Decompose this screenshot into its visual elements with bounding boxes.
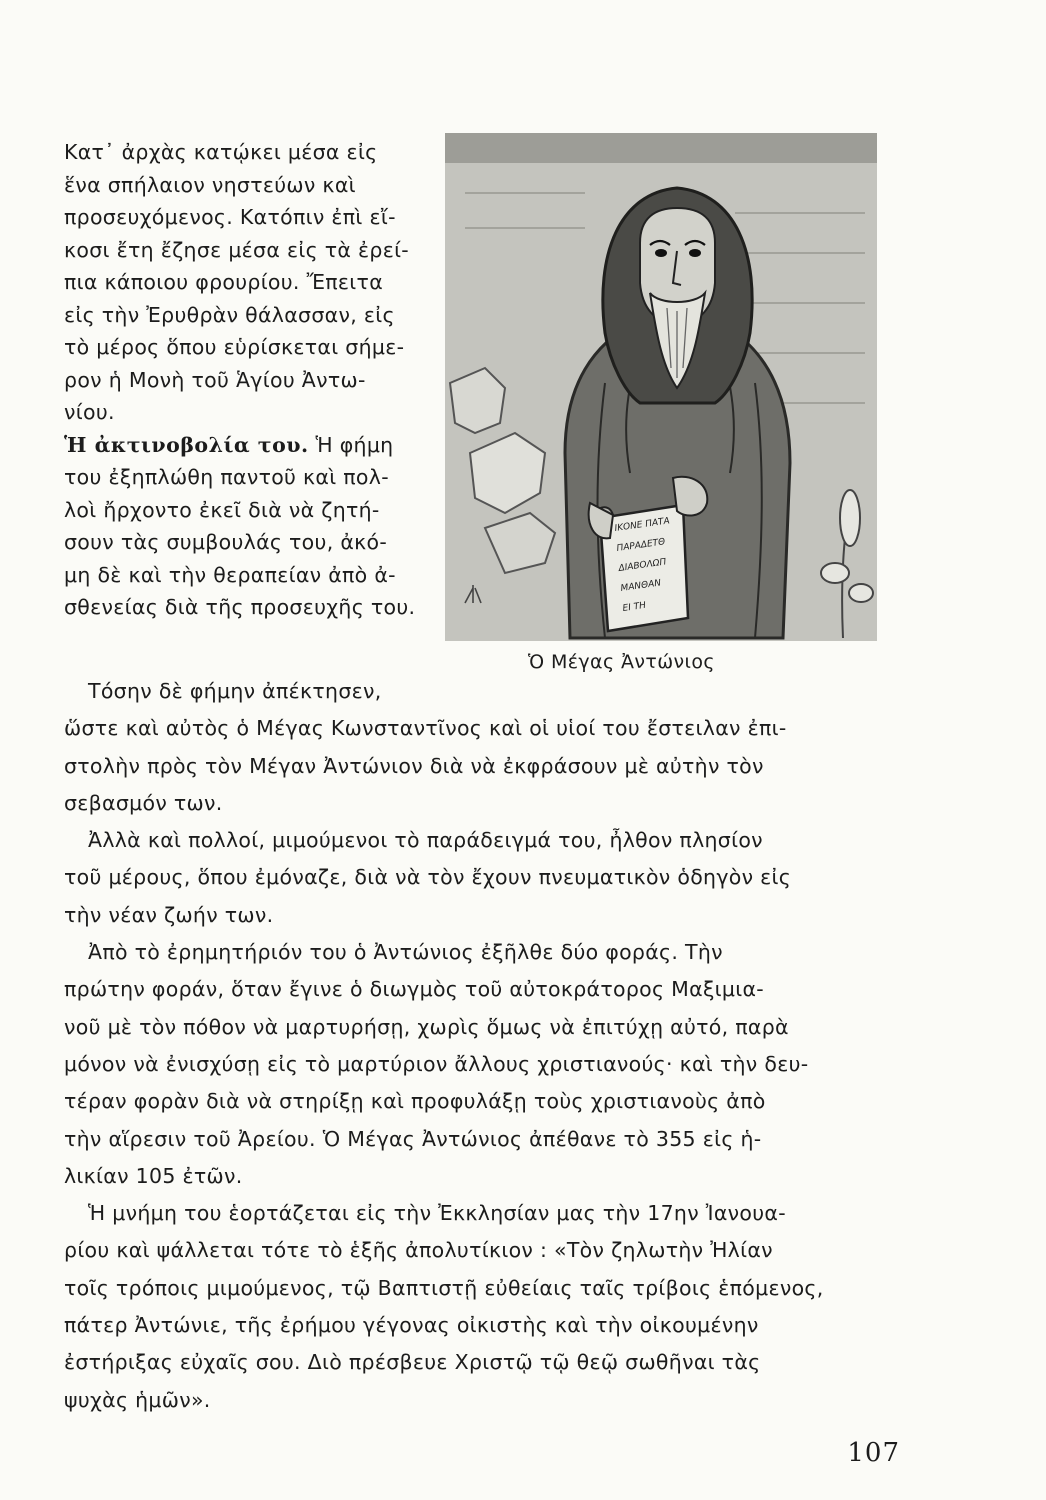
text-line: ρον ἡ Μονὴ τοῦ Ἁγίου Ἀντω-	[64, 367, 366, 392]
figure-caption: Ὁ Μέγας Ἀντώνιος	[528, 651, 715, 673]
text-line: εἰς τὴν Ἐρυθρὰν θάλασσαν, εἰς	[64, 302, 395, 327]
text-line: του ἐξηπλώθη παντοῦ καὶ πολ-	[64, 465, 389, 489]
text-line: πρώτην φοράν, ὅταν ἔγινε ὁ διωγμὸς τοῦ αὐτοκράτορος Μαξιμια-	[64, 977, 765, 1002]
text-line: ψυχὰς ἡμῶν».	[64, 1387, 211, 1412]
text-line: τὴν νέαν ζωήν των.	[64, 902, 274, 927]
text-line: στολὴν πρὸς τὸν Μέγαν Ἀντώνιον διὰ νὰ ἐκφράσουν μὲ αὐτὴν τὸν	[64, 753, 764, 778]
text-line: ἕνα σπήλαιον νηστεύων καὶ	[64, 172, 356, 197]
text-line: πια κάποιου φρουρίου. Ἔπειτα	[64, 270, 384, 294]
left-column-text	[64, 136, 440, 624]
text-line: σουν τὰς συμβουλάς του, ἀκό-	[64, 530, 388, 554]
text-line: τὸ μέρος ὅπου εὑρίσκεται σήμε-	[64, 335, 405, 359]
text-line: τοῖς τρόποις μιμούμενος, τῷ Βαπτιστῇ εὐθείαις ταῖς τρίβοις ἑπόμενος,	[64, 1275, 824, 1300]
text-line: λικίαν 105 ἐτῶν.	[64, 1163, 243, 1188]
text-line: νοῦ μὲ τὸν πόθον νὰ μαρτυρήσῃ, χωρὶς ὅμως νὰ ἐπιτύχῃ αὐτό, παρὰ	[64, 1014, 789, 1039]
text-line: τὴν αἵρεσιν τοῦ Ἀρείου. Ὁ Μέγας Ἀντώνιος ἀπέθανε τὸ 355 εἰς ἡ-	[64, 1126, 762, 1151]
text-line: μη δὲ καὶ τὴν θεραπείαν ἀπὸ ἀ-	[64, 562, 396, 587]
section-heading-line	[64, 429, 440, 462]
scroll-text-line: ΠΑΡΑΔΕΤΘ	[616, 537, 666, 554]
text-line: λοὶ ἤρχοντο ἐκεῖ διὰ νὰ ζητή-	[64, 497, 380, 522]
text-line: κοσι ἔτη ἔζησε μέσα εἰς τὰ ἐρεί-	[64, 237, 410, 262]
text-line: νίου.	[64, 400, 115, 424]
page-number: 107	[847, 1438, 900, 1468]
text-line: τοῦ μέρους, ὅπου ἐμόναζε, διὰ νὰ τὸν ἔχουν πνευματικὸν ὁδηγὸν εἰς	[64, 865, 792, 890]
text-line: Κατ᾽ ἀρχὰς κατῴκει μέσα εἰς	[64, 140, 378, 164]
text-line: Ἀλλὰ καὶ πολλοί, μιμούμενοι τὸ παράδειγμά του, ἦλθον πλησίον	[88, 828, 763, 853]
text-line: προσευχόμενος. Κατόπιν ἐπὶ εἴ-	[64, 205, 396, 229]
text-line: Ἀπὸ τὸ ἐρημητήριόν του ὁ Ἀντώνιος ἐξῆλθε δύο φοράς. Τὴν	[88, 940, 723, 965]
text-line: πάτερ Ἀντώνιε, τῆς ἐρήμου γέγονας οἰκιστὴς καὶ τὴν οἰκουμένην	[64, 1313, 759, 1338]
scroll-text-line: ΜΑΝΘΑΝ	[620, 578, 662, 594]
text-line: μόνον νὰ ἐνισχύσῃ εἰς τὸ μαρτύριον ἄλλους χριστιανούς· καὶ τὴν δευ-	[64, 1051, 809, 1076]
section-heading-rest: Ἡ φήμη	[315, 432, 394, 457]
scroll-text-line: ΔΙΑΒΟΛΩΠ	[618, 557, 667, 574]
text-line: τέραν φορὰν διὰ νὰ στηρίξῃ καὶ προφυλάξῃ τοὺς χριστιανοὺς ἀπὸ	[64, 1089, 766, 1114]
text-line: σθενείας διὰ τῆς προσευχῆς του.	[64, 595, 416, 619]
text-line: ρίου καὶ ψάλλεται τότε τὸ ἑξῆς ἀπολυτίκιον : «Τὸν ζηλωτὴν Ἠλίαν	[64, 1238, 773, 1263]
text-line: Ἡ μνήμη του ἑορτάζεται εἰς τὴν Ἐκκλησίαν μας τὴν 17ην Ἰανουα-	[88, 1201, 786, 1226]
main-body-text	[64, 673, 894, 1419]
text-line: ἐστήριξας εὐχαῖς σου. Διὸ πρέσβευε Χριστῷ τῷ θεῷ σωθῆναι τὰς	[64, 1350, 761, 1375]
section-heading: Ἡ ἀκτινοβολία του.	[64, 432, 309, 457]
text-line: σεβασμόν των.	[64, 790, 223, 815]
icon-illustration	[445, 133, 877, 641]
scroll-text-line: ΕΙ ΤΗ	[622, 600, 647, 614]
text-line: ὥστε καὶ αὐτὸς ὁ Μέγας Κωνσταντῖνος καὶ οἱ υἱοί του ἔστειλαν ἐπι-	[64, 716, 787, 741]
text-line: Τόσην δὲ φήμην ἀπέκτησεν,	[88, 679, 382, 703]
scroll-text-line: ΙΚΟΝΕ ΠΑΤΑ	[614, 516, 671, 534]
